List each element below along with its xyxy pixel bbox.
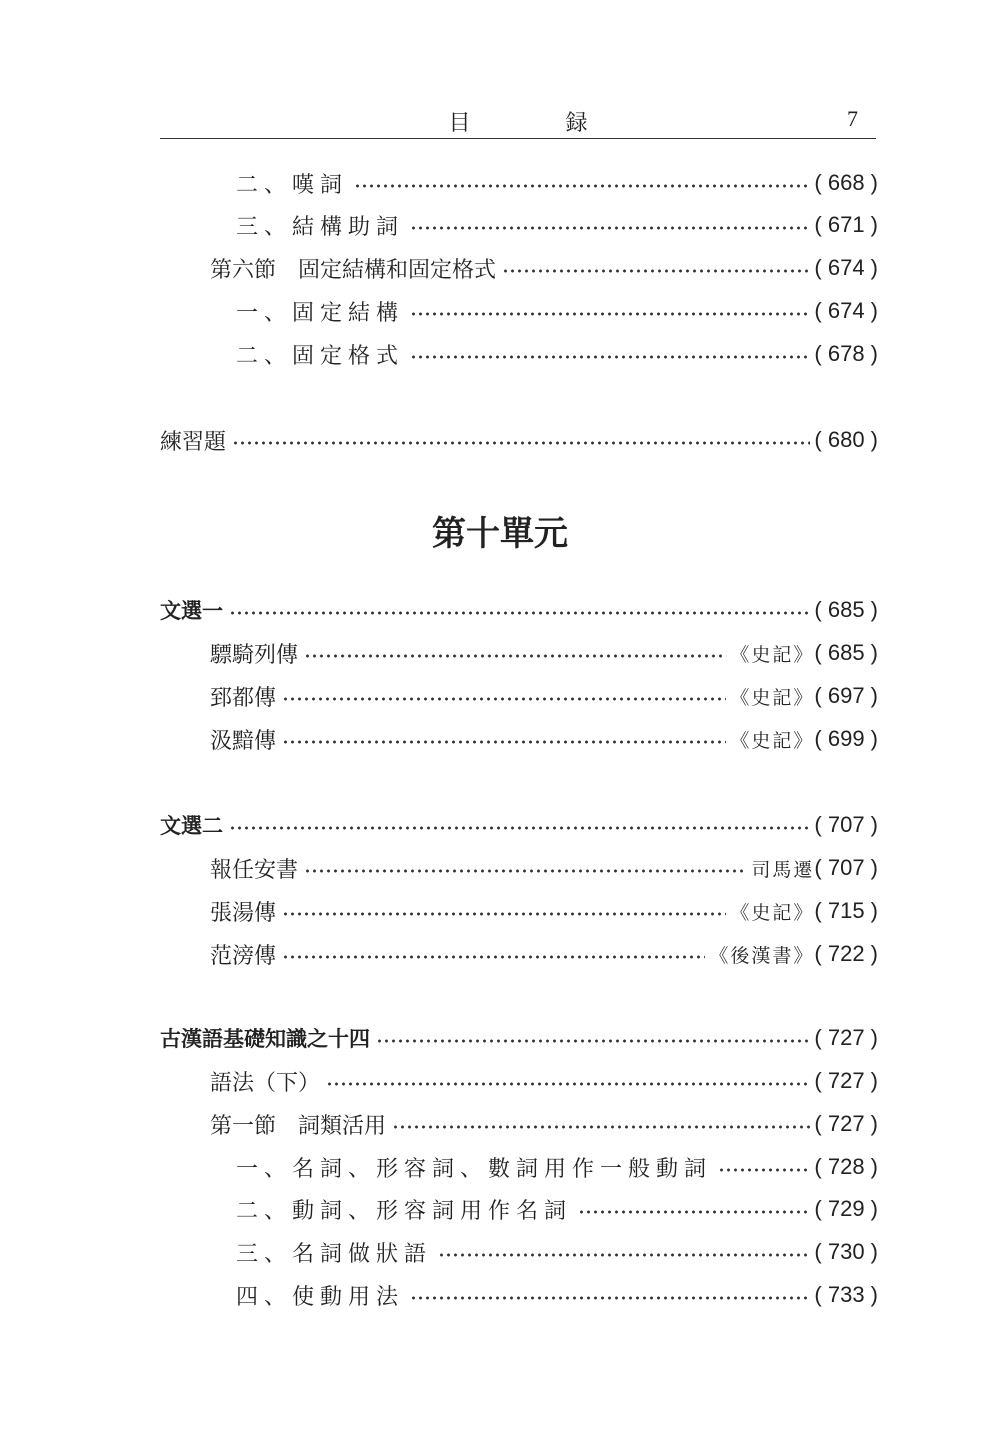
dot-leader	[438, 1252, 810, 1258]
dot-leader	[354, 183, 810, 189]
toc-entry-page: ( 685 )	[814, 597, 878, 622]
toc-entry-label: 語法（下）	[210, 1070, 321, 1096]
toc-entry-page: ( 722 )	[814, 941, 878, 966]
toc-entry-source: 《史記》	[730, 729, 815, 752]
toc-entry[interactable]	[210, 848, 878, 888]
toc-entry-page: ( 729 )	[814, 1196, 878, 1221]
dot-leader	[304, 653, 726, 659]
toc-entry-page: ( 727 )	[814, 1025, 878, 1050]
toc-entry-source: 《史記》	[730, 901, 815, 924]
toc-entry-page: ( 697 )	[814, 683, 878, 708]
toc-entry-page: ( 730 )	[814, 1239, 878, 1264]
dot-leader	[282, 954, 705, 960]
toc-entry[interactable]	[210, 633, 878, 673]
toc-entry-label: 報任安書	[210, 857, 299, 883]
toc-entry[interactable]	[210, 719, 878, 759]
toc-entry[interactable]	[236, 1275, 878, 1315]
dot-leader	[502, 268, 810, 274]
dot-leader	[376, 1038, 810, 1044]
header-title: 目 録	[448, 111, 632, 136]
toc-section-heading[interactable]	[160, 1018, 878, 1058]
dot-leader	[229, 610, 810, 616]
toc-entry[interactable]	[236, 163, 878, 203]
unit-title: 第十單元	[432, 514, 568, 554]
toc-entry-label: 一、名詞、形容詞、數詞用作一般動詞	[236, 1156, 713, 1182]
dot-leader	[326, 1081, 810, 1087]
toc-entry-page: ( 674 )	[814, 298, 878, 323]
dot-leader	[229, 825, 810, 831]
dot-leader	[718, 1167, 810, 1173]
dot-leader	[282, 696, 726, 702]
toc-entry[interactable]	[210, 934, 878, 974]
toc-entry-page: ( 671 )	[814, 212, 878, 237]
toc-entry-source: 《史記》	[730, 643, 815, 666]
toc-entry[interactable]	[210, 1104, 878, 1144]
toc-entry-page: ( 668 )	[814, 170, 878, 195]
dot-leader	[410, 225, 810, 231]
toc-entry-label: 第六節 固定結構和固定格式	[210, 257, 497, 283]
toc-entry-page: ( 699 )	[814, 726, 878, 751]
toc-entry-source: 司馬遷	[751, 858, 815, 881]
toc-entry-page: ( 727 )	[814, 1068, 878, 1093]
toc-entry-label: 張湯傳	[210, 900, 277, 926]
toc-section-heading[interactable]	[160, 590, 878, 630]
toc-entry[interactable]	[236, 334, 878, 374]
toc-entry-label: 汲黯傳	[210, 728, 277, 754]
toc-entry[interactable]	[210, 676, 878, 716]
toc-entry-label: 文選二	[160, 814, 223, 838]
toc-entry-label: 三、結構助詞	[236, 214, 405, 240]
toc-entry[interactable]	[236, 1147, 878, 1187]
toc-entry-label: 二、固定格式	[236, 343, 405, 369]
toc-entry-page: ( 707 )	[814, 855, 878, 880]
toc-entry-label: 四、使動用法	[236, 1284, 405, 1310]
dot-leader	[578, 1209, 810, 1215]
toc-entry-page: ( 685 )	[814, 640, 878, 665]
toc-entry[interactable]	[210, 248, 878, 288]
toc-entry-label: 練習題	[160, 429, 227, 455]
toc-entry-page: ( 674 )	[814, 255, 878, 280]
toc-entry-label: 驃騎列傳	[210, 642, 299, 668]
toc-entry-label: 一、固定結構	[236, 300, 405, 326]
toc-entry[interactable]	[236, 205, 878, 245]
toc-entry-source: 《史記》	[730, 686, 815, 709]
toc-section-heading[interactable]	[160, 805, 878, 845]
toc-entry-page: ( 680 )	[814, 427, 878, 452]
toc-entry[interactable]	[210, 891, 878, 931]
toc-entry-page: ( 715 )	[814, 898, 878, 923]
toc-entry-label: 文選一	[160, 599, 223, 623]
dot-leader	[282, 911, 726, 917]
running-header	[160, 100, 876, 139]
toc-entry-label: 古漢語基礎知識之十四	[160, 1027, 370, 1051]
dot-leader	[304, 868, 747, 874]
toc-entry-label: 第一節 詞類活用	[210, 1113, 387, 1139]
toc-entry-label: 二、動詞、形容詞用作名詞	[236, 1198, 573, 1224]
toc-entry-label: 郅都傳	[210, 685, 277, 711]
dot-leader	[410, 311, 810, 317]
toc-entry-label: 范滂傳	[210, 943, 277, 969]
toc-entry-page: ( 727 )	[814, 1111, 878, 1136]
toc-entry-page: ( 707 )	[814, 812, 878, 837]
toc-entry[interactable]	[236, 291, 878, 331]
dot-leader	[232, 440, 810, 446]
toc-entry-page: ( 728 )	[814, 1154, 878, 1179]
toc-entry-source: 《後漢書》	[709, 944, 815, 967]
page-number: 7	[847, 106, 858, 131]
toc-entry-label: 二、嘆詞	[236, 172, 349, 198]
dot-leader	[282, 739, 726, 745]
dot-leader	[410, 354, 810, 360]
toc-entry-exercises[interactable]	[160, 420, 878, 460]
dot-leader	[410, 1295, 810, 1301]
toc-entry-label: 三、名詞做狀語	[236, 1241, 433, 1267]
toc-entry[interactable]	[236, 1232, 878, 1272]
toc-entry[interactable]	[210, 1061, 878, 1101]
toc-entry-page: ( 678 )	[814, 341, 878, 366]
toc-entry[interactable]	[236, 1189, 878, 1229]
dot-leader	[392, 1124, 810, 1130]
toc-entry-page: ( 733 )	[814, 1282, 878, 1307]
